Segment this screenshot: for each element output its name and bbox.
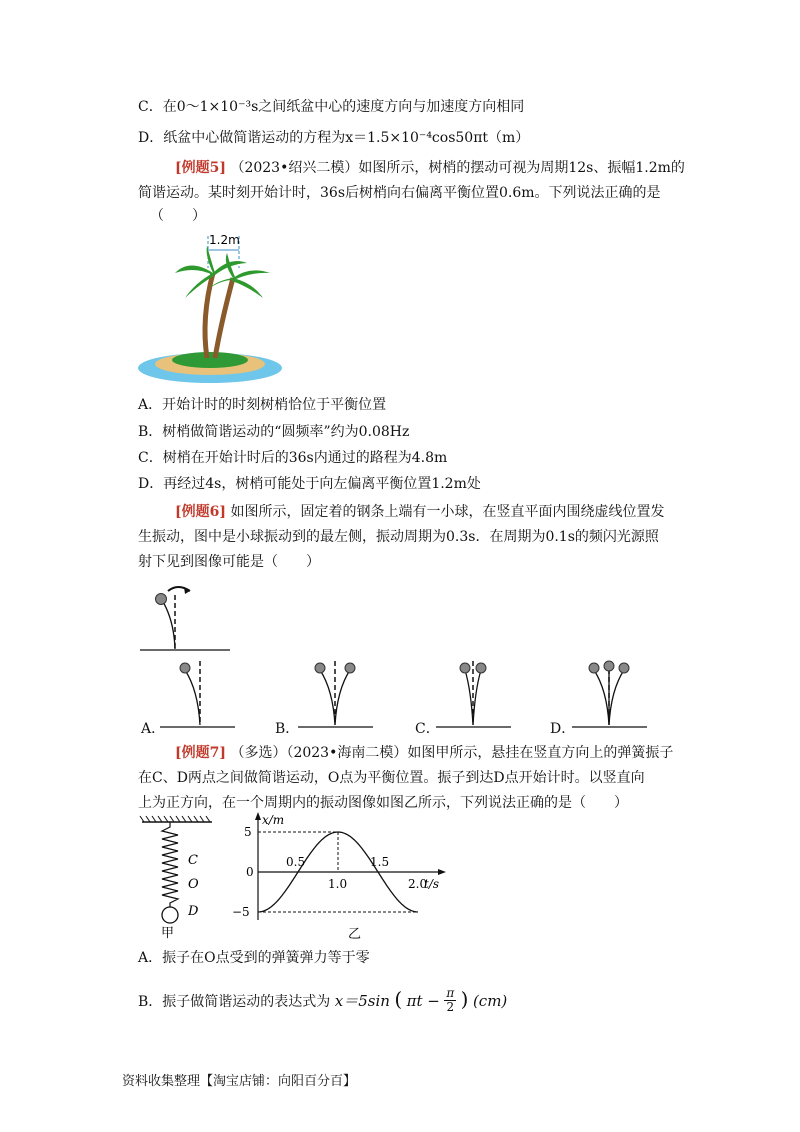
example7-line2: 在C、D两点之间做简谐运动，O点为平衡位置。振子到达D点开始计时。以竖直向 [138,770,645,786]
example5-option-c: C．树梢在开始计时后的36s内通过的路程为4.8m [138,450,448,466]
x-tick-label-0.5: 0.5 [286,855,306,869]
example7-option-a: A．振子在O点受到的弹簧弹力等于零 [138,950,370,966]
spring-label-o: O [188,877,199,892]
formula-inner: πt − [406,992,440,1010]
formula-unit: (cm) [472,992,508,1010]
option-a-label: A． [141,721,166,737]
example6-text1: 如图所示，固定着的钢条上端有一小球，在竖直平面内围绕虚线位置发 [230,504,665,520]
example6-line2: 生振动，图中是小球振动到的最左侧，振动周期为0.3s．在周期为0.1s的频闪光源照 [138,529,659,545]
y-axis-label: x/m [262,813,285,827]
example5-option-a: A．开始计时的时刻树梢恰位于平衡位置 [138,397,387,413]
fraction-numerator: π [446,985,455,1000]
example6-tag: [例题6] [175,504,226,520]
x-tick-label-1.0: 1.0 [328,877,348,891]
example7-option-b-prefix: B．振子做简谐运动的表达式为 [138,994,331,1010]
x-axis-label: t/s [424,877,440,891]
fraction-denominator: 2 [446,999,455,1014]
example7-line1 [175,743,673,763]
example5-line1 [175,158,685,178]
steel-strip-ball-figure [140,575,230,655]
example7-tag: [例题7] [175,745,226,761]
spring-oscillator-figure [138,815,218,940]
option-c-figure [436,655,511,730]
palm-tree-figure [135,228,285,388]
example6-line3: 射下见到图像可能是（ ） [138,554,320,570]
example6-line1 [175,502,664,522]
option-c-prev: C．在0～1×10⁻³s之间纸盆中心的速度方向与加速度方向相同 [138,99,525,115]
formula-fraction [444,987,456,1014]
option-a-figure [160,655,235,730]
option-b-figure [298,655,373,730]
displacement-time-chart [228,810,458,945]
amplitude-label: 1.2m [209,233,240,247]
chart-caption: 乙 [348,927,362,942]
example5-option-b: B．树梢做简谐运动的“圆频率”约为0.08Hz [138,424,410,440]
x-axis-arrow [438,869,446,875]
option-d-prev: D．纸盆中心做简谐运动的方程为x＝1.5×10⁻⁴cos50πt（m） [138,130,530,146]
formula-paren-close: ) [460,987,469,1011]
y-tick-label-1: 0 [246,865,254,879]
formula-lhs: x＝5sin [334,992,390,1010]
option-d-figure [572,655,647,730]
example5-line3: （ ） [150,208,206,224]
option-c-label: C． [415,721,440,737]
example5-text1: （2023•绍兴二模）如图所示，树梢的摆动可视为周期12s、振幅1.2m的 [230,160,685,176]
example7-text1: （多选）（2023•海南二模）如图甲所示，悬挂在竖直方向上的弹簧振子 [230,745,674,761]
example5-line2: 简谐运动。某时刻开始计时，36s后树梢向右偏离平衡位置0.6m。下列说法正确的是 [138,185,661,201]
example5-tag: [例题5] [175,160,226,176]
x-tick-label-2.0: 2.0 [408,877,428,891]
example7-option-b [138,985,507,1016]
spring-label-c: C [188,853,198,868]
y-axis-arrow [255,812,261,820]
example7-line3: 上为正方向，在一个周期内的振动图像如图乙所示，下列说法正确的是（ ） [138,795,628,811]
example5-option-d: D．再经过4s，树梢可能处于向左偏离平衡位置1.2m处 [138,476,481,492]
formula-paren-open: ( [394,987,403,1011]
spring-label-d: D [188,904,199,919]
option-b-label: B． [275,721,300,737]
spring-caption: 甲 [161,926,175,940]
x-tick-label-1.5: 1.5 [370,855,390,869]
option-d-label: D． [550,721,576,737]
y-tick-label-2: −5 [232,905,250,919]
y-tick-label-0: 5 [244,825,252,839]
footer-note: 资料收集整理【淘宝店铺：向阳百分百】 [122,1074,357,1089]
